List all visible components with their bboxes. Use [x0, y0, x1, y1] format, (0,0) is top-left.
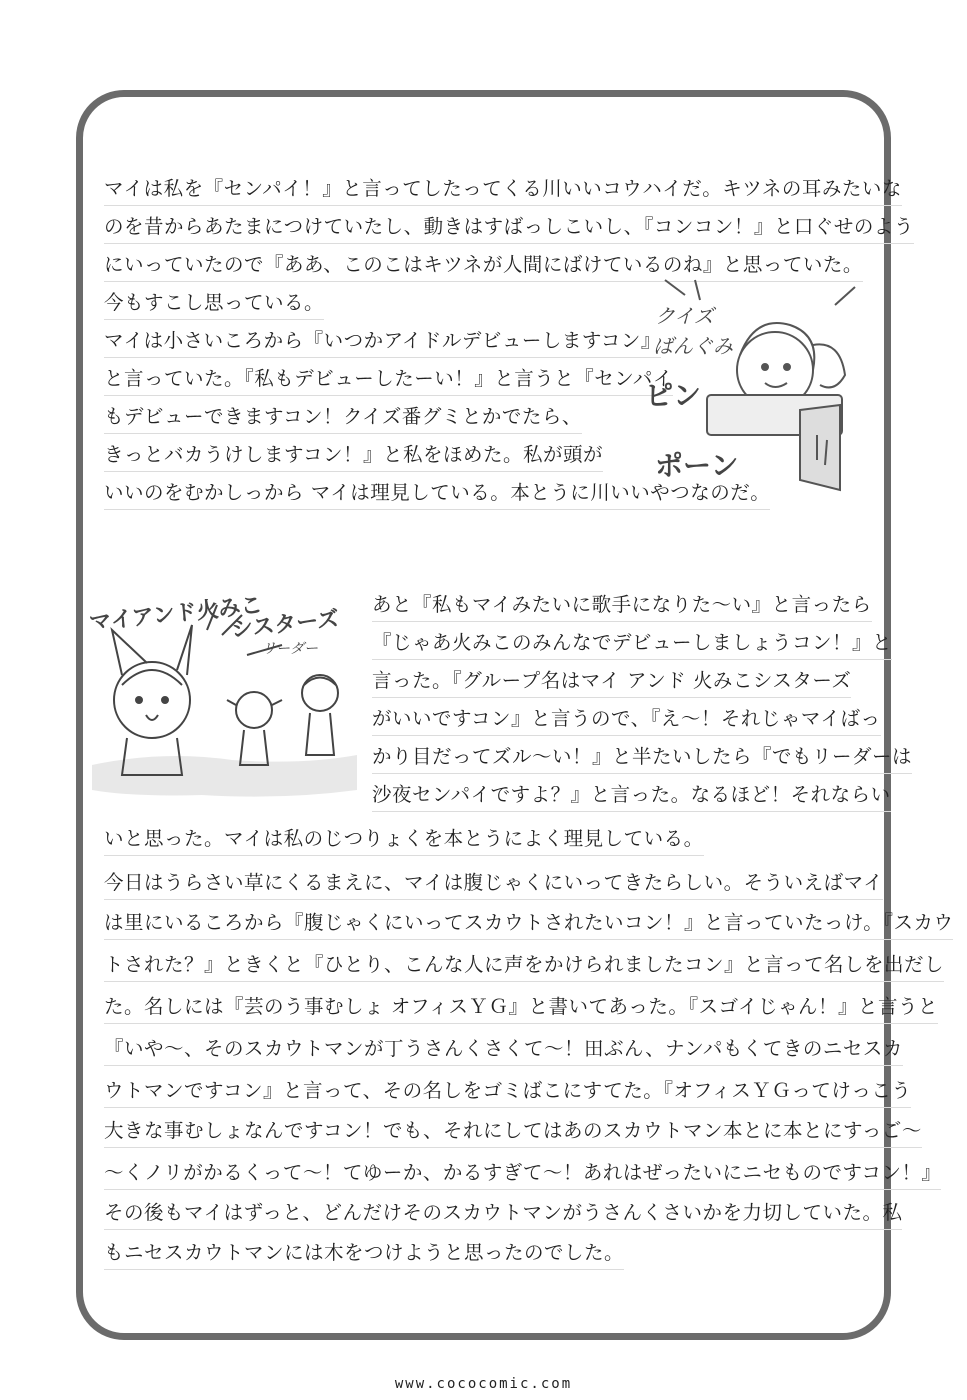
text-line: は里にいるころから『腹じゃくにいってスカウトされたいコン！』と言っていたっけ。『スカウ — [104, 910, 953, 940]
text-line: きっとバカうけしますコン！』と私をほめた。私が頭が — [104, 442, 603, 472]
sisters-doodle — [82, 575, 367, 815]
doodle-label-pin: ピン — [645, 379, 702, 412]
text-line: のを昔からあたまにつけていたし、動きはすばっしこいし、『コンコン！』と口ぐせのよう — [104, 214, 914, 244]
text-line: かり目だってズル～い！』と半たいしたら『でもリーダーは — [372, 744, 912, 774]
text-line: 大きな事むしょなんですコン！でも、それにしてはあのスカウトマン本とに本とにすっご～ — [104, 1118, 922, 1148]
doodle-label-bangumi: ばんぐみ — [653, 334, 733, 358]
doodle-title-line2: シスターズ — [230, 606, 341, 643]
doodle-label-pon: ポーン — [655, 449, 739, 482]
text-line: トされた？』ときくと『ひとり、こんな人に声をかけられましたコン』と言って名しを出だし — [104, 952, 944, 982]
text-line: ウトマンですコン』と言って、その名しをゴミばこにすてた。『オフィスＹＧってけっこう — [104, 1078, 911, 1108]
doodle-label-quiz: クイズ — [655, 304, 714, 328]
text-line: 今日はうらさい草にくるまえに、マイは腹じゃくにいってきたらしい。そういえばマイ — [104, 870, 883, 900]
footer-watermark: www.cococomic.com — [394, 1376, 573, 1392]
text-line: ～くノリがかるくって～！てゆーか、かるすぎて～！あれはぜったいにニセものですコン！』 — [104, 1160, 941, 1190]
text-line: 『じゃあ火みこのみんなでデビューしましょうコン！』と — [372, 630, 892, 660]
text-line: と言っていた。『私もデビューしたーい！』と言うと『センパイ — [104, 366, 673, 396]
text-line: いと思った。マイは私のじつりょくを本とうによく理見している。 — [104, 826, 704, 856]
text-line: がいいですコン』と言うので、『え～！それじゃマイばっ — [372, 706, 881, 736]
text-line: もデビューできますコン！クイズ番グミとかでたら、 — [104, 404, 582, 434]
doodle-title-line1: マイアンド火みこ — [88, 592, 264, 636]
text-line: 沙夜センパイですよ？』と言った。なるほど！それならい — [372, 782, 891, 812]
text-line: その後もマイはずっと、どんだけそのスカウトマンがうさんくさいかを力切していた。私 — [104, 1200, 902, 1230]
text-line: 『いや～、そのスカウトマンが丁うさんくさくて～！田ぶん、ナンパもくてきのニセスカ — [104, 1036, 903, 1066]
text-line: マイは小さいころから『いつかアイドルデビューしますコン』 — [104, 328, 661, 358]
text-line: 今もすこし思っている。 — [104, 290, 324, 320]
text-line: マイは私を『センパイ！』と言ってしたってくる川いいコウハイだ。キツネの耳みたいな — [104, 176, 902, 206]
doodle-leader-label: リーダー — [262, 641, 318, 657]
text-line: 言った。『グループ名はマイ アンド 火みこシスターズ — [372, 668, 851, 698]
text-line: にいっていたので『ああ、このこはキツネが人間にばけているのね』と思っていた。 — [104, 252, 863, 282]
text-line: あと『私もマイみたいに歌手になりた～い』と言ったら — [372, 592, 872, 622]
text-line: いいのをむかしっから マイは理見している。本とうに川いいやつなのだ。 — [104, 480, 770, 510]
quiz-show-doodle — [625, 275, 870, 510]
text-line: た。名しには『芸のう事むしょ オフィスＹＧ』と書いてあった。『スゴイじゃん！』と言うと — [104, 994, 938, 1024]
text-line: もニセスカウトマンには木をつけようと思ったのでした。 — [104, 1240, 624, 1270]
